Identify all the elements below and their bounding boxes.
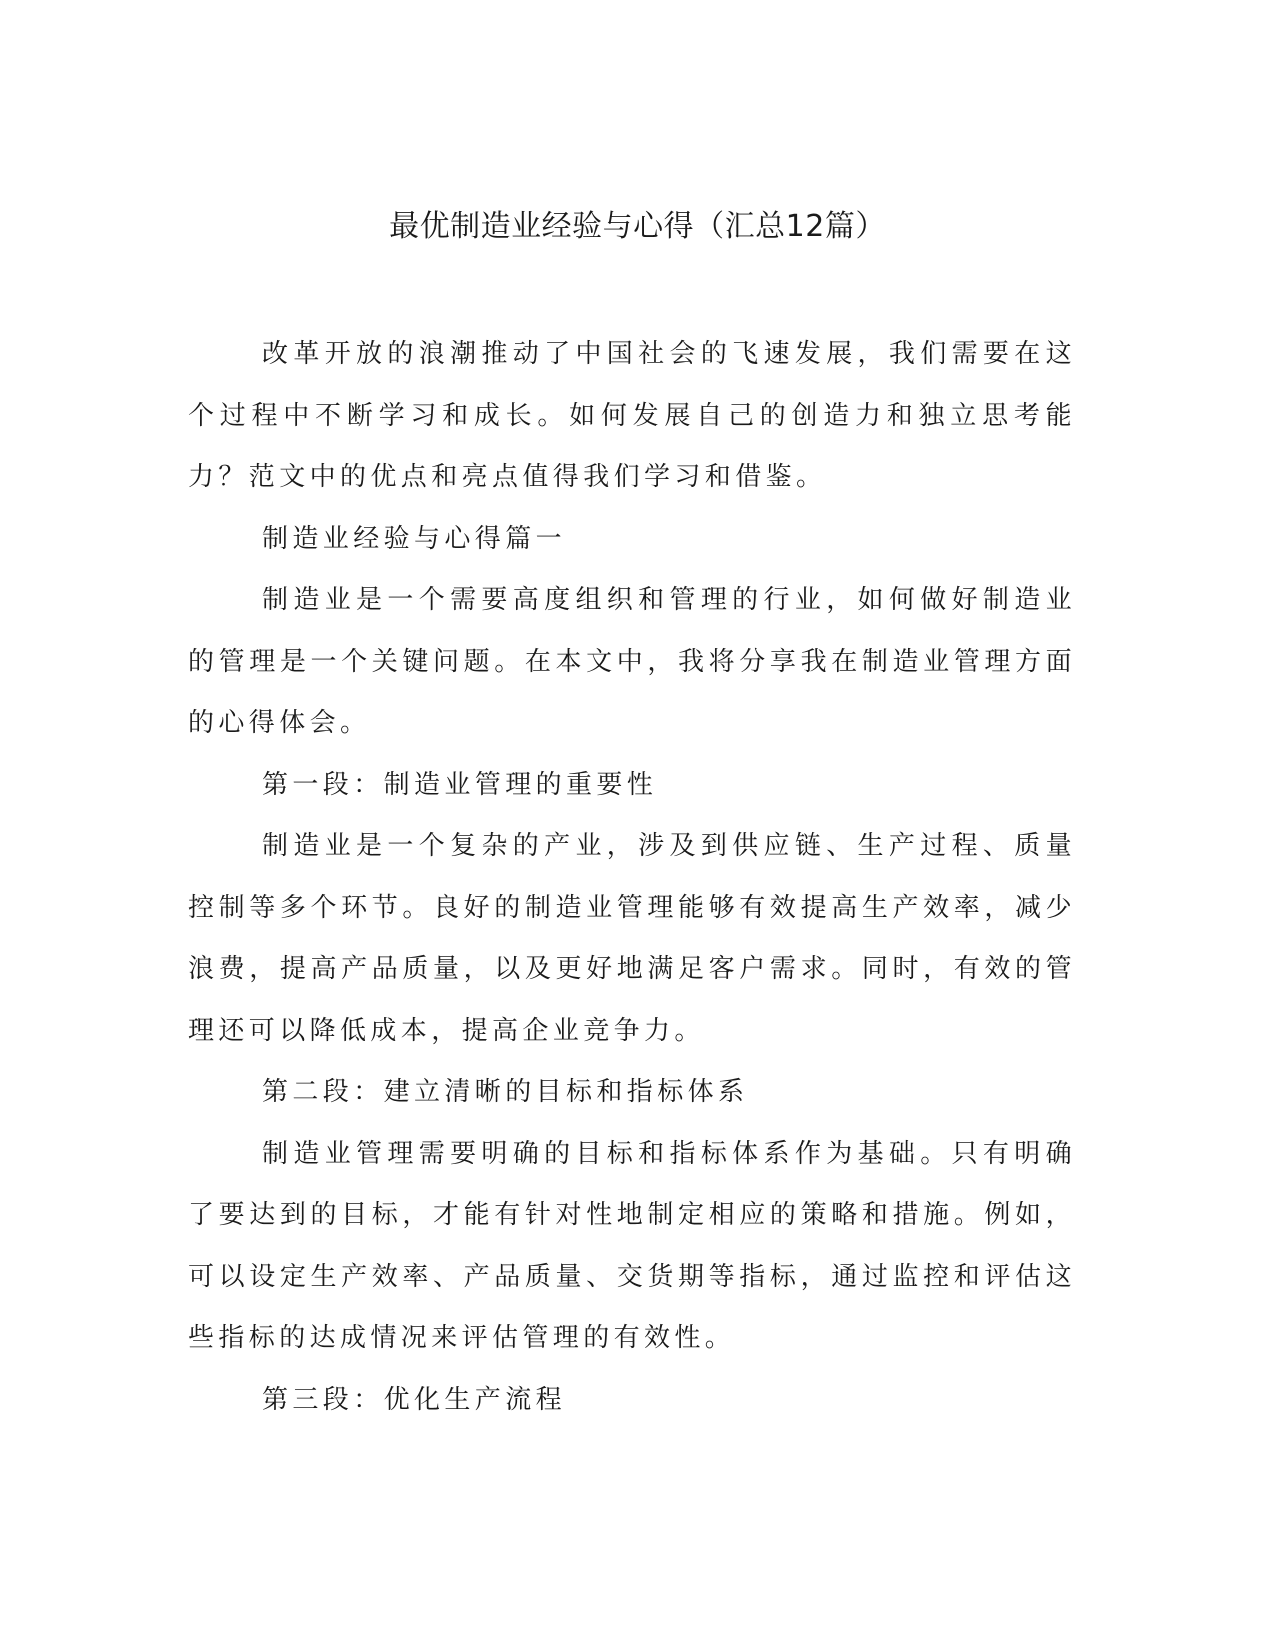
section-heading-third-segment: 第三段：优化生产流程: [262, 1384, 567, 1415]
body-paragraph: 制造业是一个需要高度组织和管理的行业，如何做好制造业的管理是一个关键问题。在本文中，我将分享我在制造业管理方面的心得体会。: [188, 585, 1076, 738]
document-body: [188, 324, 1076, 1431]
section-heading-second-segment: 第二段：建立清晰的目标和指标体系: [262, 1077, 749, 1107]
document-title: 最优制造业经验与心得（汇总12篇）: [389, 209, 886, 244]
intro-paragraph: 改革开放的浪潮推动了中国社会的飞速发展，我们需要在这个过程中不断学习和成长。如何发展自己的创造力和独立思考能力？范文中的优点和亮点值得我们学习和借鉴。: [188, 339, 1076, 492]
section-heading-part-one: 制造业经验与心得篇一: [262, 523, 567, 554]
body-paragraph: 制造业管理需要明确的目标和指标体系作为基础。只有明确了要达到的目标，才能有针对性地制定相应的策略和措施。例如，可以设定生产效率、产品质量、交货期等指标，通过监控和评估这些指标的达成情况来评估管理的有效性。: [188, 1138, 1076, 1353]
section-heading-first-segment: 第一段：制造业管理的重要性: [262, 769, 658, 800]
body-paragraph: 制造业是一个复杂的产业，涉及到供应链、生产过程、质量控制等多个环节。良好的制造业管理能够有效提高生产效率，减少浪费，提高产品质量，以及更好地满足客户需求。同时，有效的管理还可以降低成本，提高企业竞争力。: [188, 831, 1076, 1046]
